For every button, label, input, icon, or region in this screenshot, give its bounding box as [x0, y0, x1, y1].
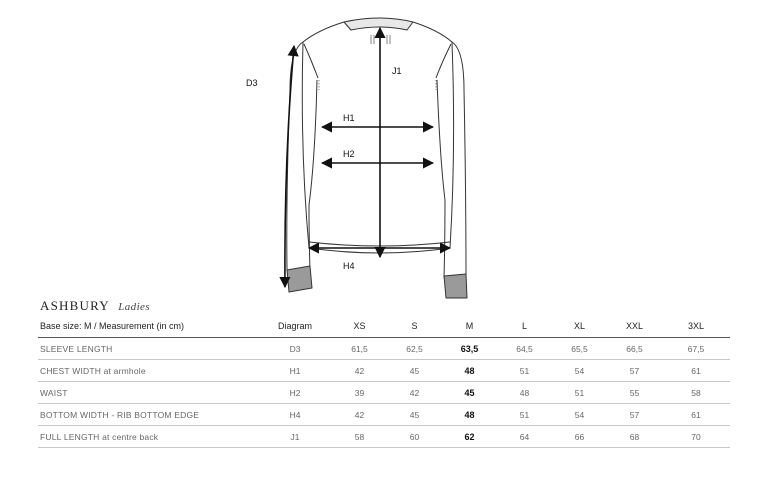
product-name: ASHBURY: [40, 298, 110, 313]
label-h1: H1: [343, 113, 355, 123]
size-value-cell: 51: [552, 382, 607, 404]
product-title: [40, 297, 150, 315]
size-value-cell: 51: [497, 360, 552, 382]
size-value-cell: 70: [662, 426, 730, 448]
size-value-cell: 57: [607, 404, 662, 426]
row-label: FULL LENGTH at centre back: [38, 426, 258, 448]
table-header-cell: XL: [552, 314, 607, 338]
table-header-cell: XXL: [607, 314, 662, 338]
row-label: SLEEVE LENGTH: [38, 338, 258, 360]
row-label: WAIST: [38, 382, 258, 404]
diagram-code-cell: H1: [258, 360, 332, 382]
size-value-cell: 45: [387, 360, 442, 382]
table-header-cell: Diagram: [258, 314, 332, 338]
size-value-cell: 61: [662, 404, 730, 426]
size-value-cell: 58: [662, 382, 730, 404]
size-value-cell: 63,5: [442, 338, 497, 360]
label-h2: H2: [343, 149, 355, 159]
row-label: BOTTOM WIDTH - RIB BOTTOM EDGE: [38, 404, 258, 426]
table-row: [38, 426, 730, 448]
size-value-cell: 54: [552, 360, 607, 382]
size-value-cell: 65,5: [552, 338, 607, 360]
row-label: CHEST WIDTH at armhole: [38, 360, 258, 382]
table-row: [38, 360, 730, 382]
measurement-arrows: [285, 28, 450, 287]
size-value-cell: 51: [497, 404, 552, 426]
table-header-cell: M: [442, 314, 497, 338]
table-header-row: [38, 314, 730, 338]
size-value-cell: 64: [497, 426, 552, 448]
size-value-cell: 62,5: [387, 338, 442, 360]
size-value-cell: 55: [607, 382, 662, 404]
size-value-cell: 42: [332, 404, 387, 426]
product-subtitle: Ladies: [118, 301, 151, 313]
label-d3: D3: [246, 78, 258, 88]
diagram-code-cell: H2: [258, 382, 332, 404]
table-row: [38, 338, 730, 360]
diagram-code-cell: D3: [258, 338, 332, 360]
size-value-cell: 48: [442, 404, 497, 426]
size-value-cell: 45: [387, 404, 442, 426]
size-value-cell: 66,5: [607, 338, 662, 360]
size-value-cell: 42: [387, 382, 442, 404]
diagram-code-cell: J1: [258, 426, 332, 448]
size-value-cell: 62: [442, 426, 497, 448]
size-value-cell: 61,5: [332, 338, 387, 360]
size-value-cell: 67,5: [662, 338, 730, 360]
size-value-cell: 58: [332, 426, 387, 448]
size-value-cell: 60: [387, 426, 442, 448]
size-value-cell: 39: [332, 382, 387, 404]
size-value-cell: 54: [552, 404, 607, 426]
table-row: [38, 382, 730, 404]
table-header-cell: 3XL: [662, 314, 730, 338]
size-value-cell: 42: [332, 360, 387, 382]
size-value-cell: 45: [442, 382, 497, 404]
table-header-cell: XS: [332, 314, 387, 338]
table-header-cell: L: [497, 314, 552, 338]
table-header-cell: S: [387, 314, 442, 338]
size-value-cell: 66: [552, 426, 607, 448]
size-value-cell: 48: [442, 360, 497, 382]
size-value-cell: 64,5: [497, 338, 552, 360]
size-value-cell: 61: [662, 360, 730, 382]
label-h4: H4: [343, 261, 355, 271]
size-table: [38, 314, 730, 448]
size-value-cell: 68: [607, 426, 662, 448]
sweater-outline: [287, 18, 467, 298]
diagram-code-cell: H4: [258, 404, 332, 426]
size-value-cell: 48: [497, 382, 552, 404]
label-j1: J1: [392, 66, 402, 76]
table-row: [38, 404, 730, 426]
table-body: [38, 338, 730, 448]
table-header-measurement: Base size: M / Measurement (in cm): [38, 314, 258, 338]
size-value-cell: 57: [607, 360, 662, 382]
